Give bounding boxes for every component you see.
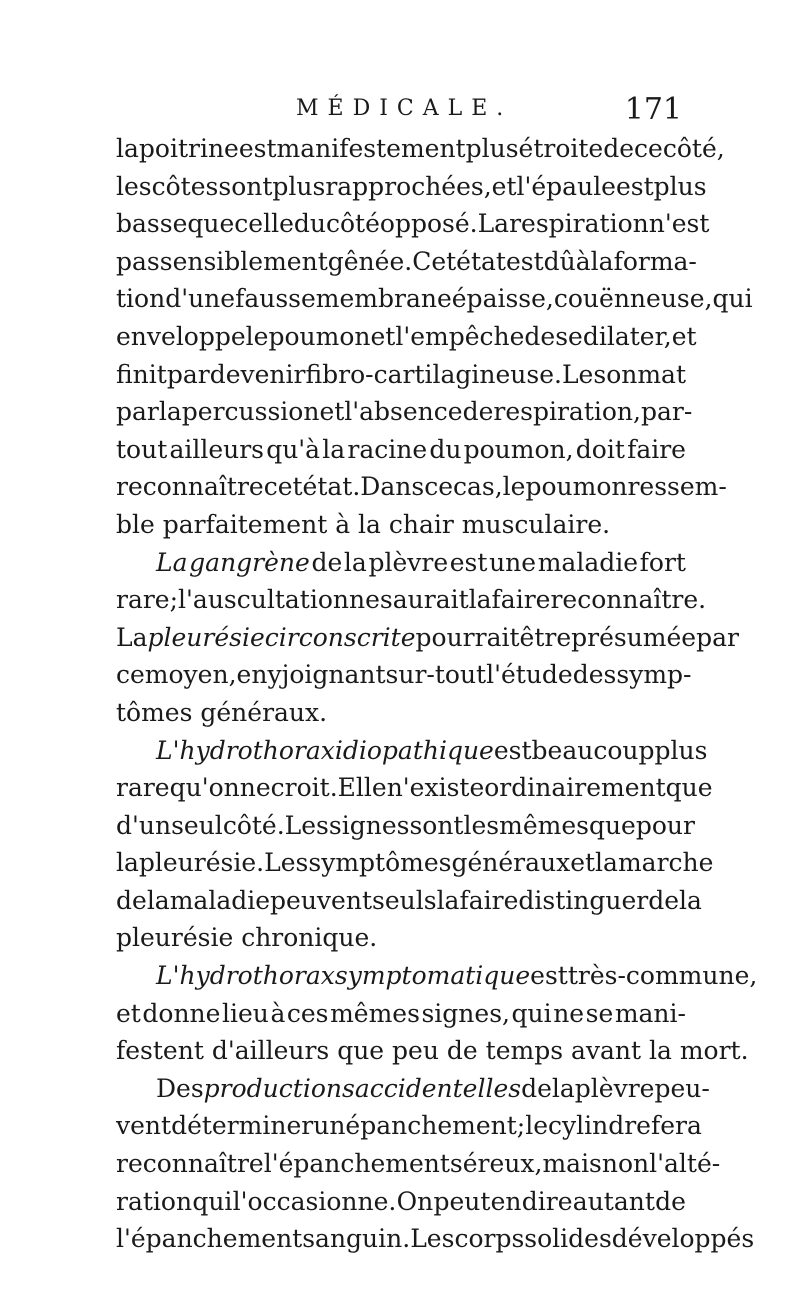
word: saurait: [379, 585, 469, 615]
word: solides: [524, 1224, 612, 1254]
word: rapprochées,: [325, 171, 492, 201]
word: est: [615, 171, 654, 201]
word: percussion: [181, 397, 320, 427]
word: côté,: [662, 134, 725, 163]
word: autant: [572, 1186, 655, 1216]
word: de: [521, 1073, 552, 1103]
word: et: [671, 321, 697, 351]
word: déterminer: [171, 1111, 314, 1141]
word: qui: [712, 284, 753, 314]
word: se: [555, 321, 583, 351]
text-line: [116, 694, 686, 732]
word: ce: [634, 134, 663, 163]
word: Les: [264, 848, 309, 878]
word: Dans: [360, 472, 425, 502]
word: de: [648, 885, 680, 915]
word: est: [493, 735, 532, 765]
page-number: 171: [624, 92, 682, 127]
word: est: [505, 246, 544, 276]
word: corps: [454, 1224, 525, 1254]
page-header: [118, 92, 686, 132]
text-segment: festent d'ailleurs que peu de temps avant la mort.: [116, 1036, 749, 1066]
text-line: [116, 1183, 686, 1221]
text-line: [116, 581, 707, 619]
text-line: [116, 243, 697, 281]
text-line: [116, 356, 686, 394]
word: l'alté-: [649, 1149, 721, 1179]
word: pas: [116, 246, 160, 276]
word: doit: [575, 434, 625, 464]
word: plèvre: [574, 1073, 655, 1103]
word: les: [116, 171, 152, 201]
word: non: [601, 1149, 650, 1179]
word: fera: [650, 1111, 702, 1141]
word: séreux,: [449, 1149, 543, 1179]
word: de: [524, 321, 556, 351]
word: maladie: [169, 885, 271, 915]
word: ne: [239, 773, 271, 803]
word: beaucoup: [531, 735, 655, 765]
word: étroite: [518, 134, 604, 163]
word: plus: [654, 735, 708, 765]
word: sensiblement: [159, 246, 328, 276]
text-line: [116, 1107, 702, 1145]
word: son: [593, 359, 638, 389]
word: d'une: [165, 284, 236, 314]
word: lieu: [222, 998, 269, 1028]
word: côté: [325, 209, 380, 239]
word: moyen,: [144, 660, 237, 690]
word: qui: [192, 1186, 233, 1216]
word: reconnaître.: [550, 585, 707, 615]
text-line: [116, 280, 753, 318]
word: croit.: [270, 773, 338, 803]
word: la: [116, 848, 139, 878]
word: seul: [171, 810, 223, 840]
word: la: [146, 885, 170, 915]
text-segment: ble parfaitement à la chair musculaire.: [116, 509, 611, 539]
text-line: [116, 468, 727, 506]
word: l'absence: [344, 397, 463, 427]
text-line: [116, 1145, 721, 1183]
word: poumon,: [463, 434, 574, 464]
word: rare: [116, 773, 170, 803]
word: le: [245, 321, 269, 351]
word: plèvre: [368, 547, 449, 577]
word: La: [156, 547, 188, 577]
word: en: [236, 660, 268, 690]
word: dilater,: [582, 321, 672, 351]
word: de: [462, 397, 494, 427]
word: seuls: [372, 885, 437, 915]
word: les: [463, 810, 500, 840]
word: état.: [302, 472, 361, 502]
word: Le: [561, 359, 594, 389]
word: fort: [639, 547, 686, 577]
word: pourrait: [415, 622, 520, 652]
word: présumée: [571, 622, 697, 652]
word: circonscrite: [264, 622, 416, 652]
word: joignant: [281, 660, 386, 690]
text-line: [116, 769, 713, 807]
word: productions: [203, 1073, 355, 1103]
word: ces: [286, 998, 329, 1028]
word: membrane: [315, 284, 452, 314]
text-line: [116, 732, 708, 770]
word: peuvent: [270, 885, 372, 915]
word: cet: [263, 472, 303, 502]
word: maladie: [537, 547, 639, 577]
text-line: [116, 130, 725, 168]
text-line: [116, 1070, 710, 1108]
word: faire: [459, 885, 519, 915]
word: de: [655, 1186, 686, 1216]
word: la: [322, 434, 346, 464]
word: poumon: [525, 472, 628, 502]
word: respiration: [509, 209, 649, 239]
word: donne: [142, 998, 221, 1028]
word: l'épanchement: [116, 1224, 303, 1254]
word: et: [370, 321, 396, 351]
word: par: [696, 622, 739, 652]
text-segment: pleurésie chronique.: [116, 923, 378, 953]
word: plus: [272, 171, 326, 201]
word: la: [436, 885, 460, 915]
text-line: [116, 506, 686, 544]
word: l'occasionne.: [232, 1186, 397, 1216]
word: ordinairement: [484, 773, 666, 803]
word: gangrène: [189, 547, 310, 577]
word: n'est: [648, 209, 710, 239]
word: respiration,: [493, 397, 641, 427]
word: être: [519, 622, 572, 652]
word: et: [491, 171, 517, 201]
word: rare: [116, 585, 170, 615]
word: plus: [465, 134, 519, 163]
word: ce: [424, 472, 453, 502]
text-line: [116, 656, 692, 694]
word: la: [158, 397, 182, 427]
text-line: [116, 844, 714, 882]
word: manifestement: [276, 134, 466, 163]
word: côté.: [222, 810, 285, 840]
word: la: [343, 547, 367, 577]
word: faire: [627, 434, 686, 464]
word: à: [575, 246, 591, 276]
word: idiopathique: [334, 735, 494, 765]
word: sanguin.: [302, 1224, 411, 1254]
word: développés: [611, 1224, 755, 1254]
word: le: [502, 472, 526, 502]
word: du: [429, 434, 462, 464]
word: tion: [116, 284, 166, 314]
word: La: [477, 209, 510, 239]
word: le: [525, 1111, 548, 1141]
word: opposé.: [379, 209, 478, 239]
word: sont: [218, 171, 273, 201]
word: des: [572, 660, 617, 690]
word: mêmes: [499, 810, 589, 840]
text-line: [116, 393, 693, 431]
word: gênée.: [327, 246, 413, 276]
word: de: [116, 885, 147, 915]
word: par-: [640, 397, 693, 427]
word: accidentelles: [354, 1073, 522, 1103]
word: d'un: [116, 810, 172, 840]
text-line: [116, 995, 686, 1033]
word: l'épanchement: [263, 1149, 450, 1179]
word: dire: [521, 1186, 573, 1216]
word: sur-tout: [385, 660, 487, 690]
word: vent: [116, 1111, 172, 1141]
word: tout: [116, 434, 168, 464]
word: ne: [349, 585, 380, 615]
word: que: [665, 773, 713, 803]
word: pour: [635, 810, 695, 840]
text-segment: tômes généraux.: [116, 697, 328, 727]
word: la: [551, 1073, 575, 1103]
text-line: [116, 205, 710, 243]
word: distinguer: [518, 885, 649, 915]
word: fibro-cartilagineuse.: [305, 359, 562, 389]
word: que: [588, 810, 636, 840]
word: du: [293, 209, 326, 239]
word: fausse: [235, 284, 316, 314]
word: Cet: [412, 246, 457, 276]
word: état: [456, 246, 506, 276]
word: poumon: [268, 321, 371, 351]
word: couënneuse,: [553, 284, 713, 314]
word: à: [270, 998, 286, 1028]
text-line: [116, 168, 707, 206]
word: l'étude: [486, 660, 573, 690]
word: symp-: [616, 660, 692, 690]
word: cylindre: [548, 1111, 651, 1141]
word: et: [116, 998, 141, 1028]
word: généraux: [451, 848, 571, 878]
word: basse: [116, 209, 188, 239]
word: que: [187, 209, 235, 239]
word: mêmes: [330, 998, 420, 1028]
word: qu'on: [169, 773, 240, 803]
word: plus: [653, 171, 707, 201]
word: mat: [637, 359, 687, 389]
word: La: [116, 622, 148, 652]
word: épaisse,: [451, 284, 554, 314]
word: L'hydrothorax: [156, 961, 335, 991]
word: et: [319, 397, 345, 427]
word: ration: [116, 1186, 193, 1216]
word: la: [590, 246, 614, 276]
word: et: [570, 848, 596, 878]
word: l'épaule: [516, 171, 616, 201]
word: ailleurs: [169, 434, 265, 464]
word: symptomatique: [334, 961, 531, 991]
word: ce: [116, 660, 145, 690]
word: l'empêche: [395, 321, 525, 351]
word: reconnaître: [116, 1149, 264, 1179]
word: racine: [347, 434, 428, 464]
word: mani-: [614, 998, 686, 1028]
text-line: [116, 919, 686, 957]
word: On: [396, 1186, 434, 1216]
word: côtes: [151, 171, 219, 201]
word: cas,: [452, 472, 503, 502]
text-line: [116, 1032, 749, 1070]
word: par: [116, 397, 159, 427]
word: épanchement;: [345, 1111, 526, 1141]
word: se: [585, 998, 614, 1028]
word: est: [449, 547, 488, 577]
word: la: [679, 885, 702, 915]
word: signes: [328, 810, 410, 840]
text-line: [116, 1220, 755, 1258]
text-line: [116, 544, 686, 582]
word: enveloppe: [116, 321, 246, 351]
text-line: [116, 882, 702, 920]
word: peut: [433, 1186, 491, 1216]
text-line: [116, 619, 739, 657]
word: n'existe: [386, 773, 485, 803]
text-line: [116, 957, 758, 995]
word: la: [468, 585, 492, 615]
running-title: MÉDICALE.: [296, 96, 513, 121]
text-line: [116, 318, 697, 356]
word: Elle: [337, 773, 387, 803]
word: devenir: [209, 359, 306, 389]
word: l'auscultation: [178, 585, 349, 615]
word: la: [595, 848, 618, 878]
word: est: [530, 961, 568, 991]
word: Des: [156, 1073, 204, 1103]
word: par: [166, 359, 210, 389]
text-line: [116, 431, 686, 469]
word: est: [238, 134, 277, 163]
word: pleurésie.: [138, 848, 265, 878]
word: y: [267, 660, 282, 690]
word: signes,: [421, 998, 510, 1028]
word: dû: [543, 246, 576, 276]
word: un: [313, 1111, 346, 1141]
word: une: [489, 547, 537, 577]
body-text: [116, 130, 758, 1258]
word: symptômes: [308, 848, 452, 878]
word: pleurésie: [147, 622, 265, 652]
word: ressem-: [627, 472, 727, 502]
word: de: [311, 547, 343, 577]
word: en: [490, 1186, 522, 1216]
word: celle: [234, 209, 294, 239]
word: ne: [553, 998, 585, 1028]
word: sont: [409, 810, 464, 840]
word: la: [116, 134, 139, 163]
word: qui: [511, 998, 552, 1028]
word: faire: [491, 585, 551, 615]
word: finit: [116, 359, 167, 389]
word: Les: [410, 1224, 455, 1254]
word: qu'à: [266, 434, 321, 464]
word: de: [603, 134, 635, 163]
text-line: [116, 807, 695, 845]
word: ;: [169, 585, 179, 615]
word: reconnaître: [116, 472, 264, 502]
word: poitrine: [138, 134, 239, 163]
word: mais: [542, 1149, 602, 1179]
word: marche: [617, 848, 714, 878]
word: peu-: [654, 1073, 710, 1103]
word: forma-: [613, 246, 697, 276]
word: Les: [284, 810, 329, 840]
word: L'hydrothorax: [156, 735, 335, 765]
word: très-commune,: [567, 961, 758, 991]
